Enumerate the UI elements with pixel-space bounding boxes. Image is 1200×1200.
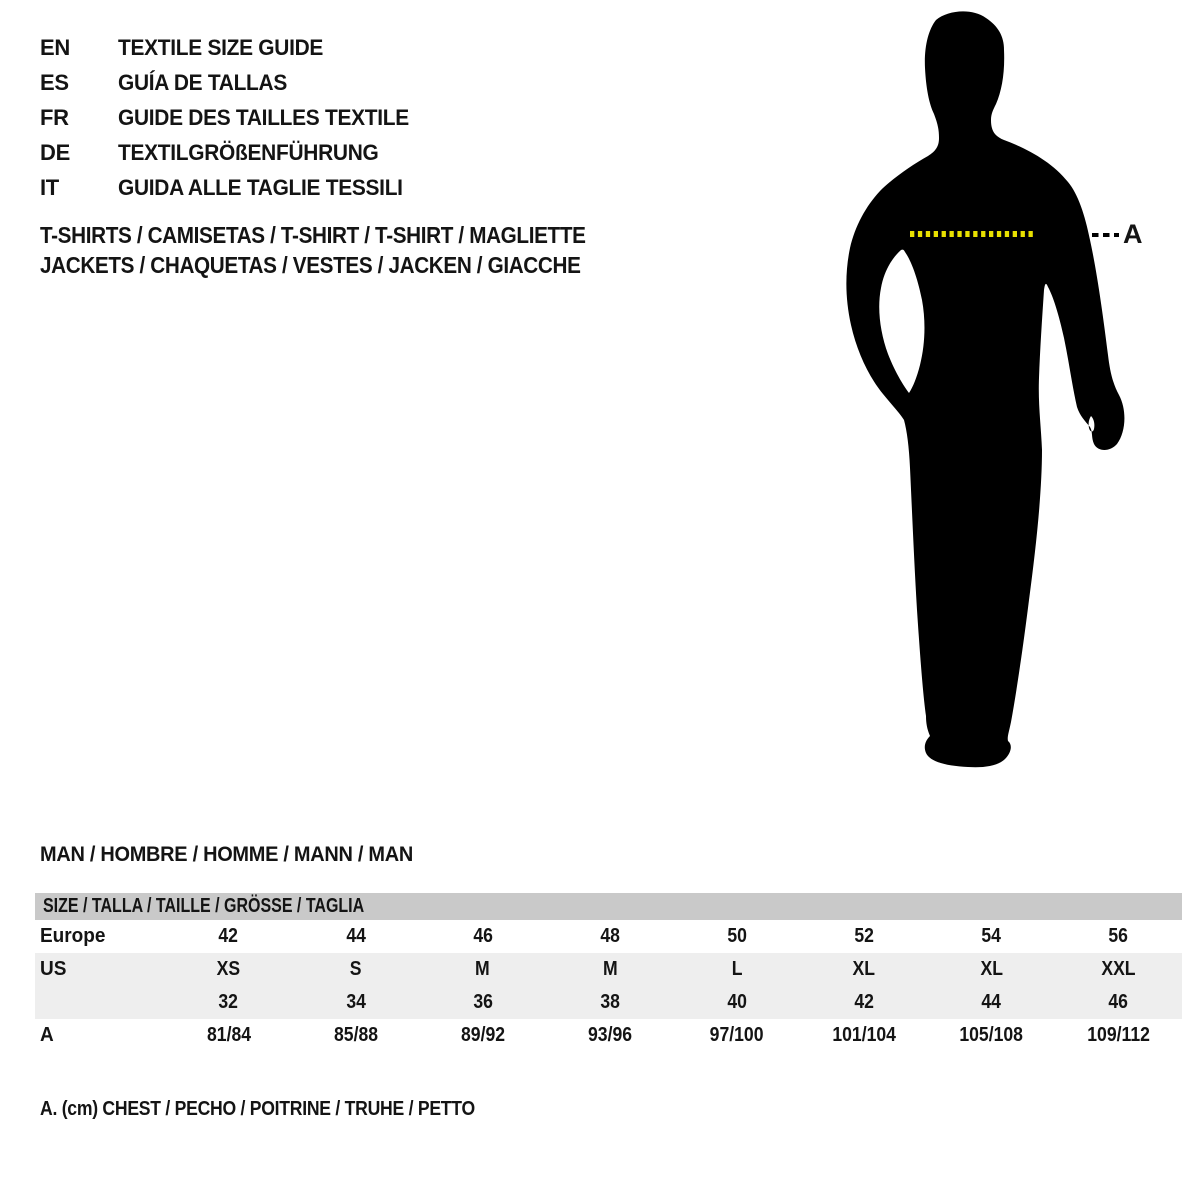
guide-title: GUIDE DES TAILLES TEXTILE	[118, 104, 409, 130]
guide-title: TEXTILGRÖßENFÜHRUNG	[118, 139, 379, 165]
guide-title: GUIDA ALLE TAGLIE TESSILI	[118, 174, 403, 200]
category-line-jackets-text: JACKETS / CHAQUETAS / VESTES / JACKEN / GIACCHE	[40, 252, 581, 278]
language-code: EN	[40, 34, 70, 60]
section-heading	[40, 843, 433, 867]
section-heading-text: MAN / HOMBRE / HOMME / MANN / MAN	[40, 843, 413, 866]
measurement-footnote	[40, 1098, 534, 1121]
size-table-header	[35, 893, 1182, 920]
language-code: DE	[40, 139, 70, 165]
size-table	[35, 893, 1182, 1052]
row-label: A	[40, 1024, 54, 1046]
language-code: FR	[40, 104, 69, 130]
table-row-chest-a: A 81/84 85/88 89/92 93/96 97/100 101/104 105/108 109/112	[35, 1019, 1182, 1052]
measurement-footnote-text: A. (cm) CHEST / PECHO / POITRINE / TRUHE / PETTO	[40, 1098, 475, 1120]
language-code: ES	[40, 69, 69, 95]
row-label	[35, 991, 165, 1014]
size-table-header-text: SIZE / TALLA / TAILLE / GRÖSSE / TAGLIA	[43, 895, 365, 917]
measurement-label-a: A	[1123, 219, 1143, 249]
language-code: IT	[40, 174, 59, 200]
guide-title: TEXTILE SIZE GUIDE	[118, 34, 324, 60]
table-row-us: US XS S M M L XL XL XXL	[35, 953, 1182, 986]
table-row-europe: Europe 42 44 46 48 50 52 54 56	[35, 920, 1182, 953]
row-label: US	[40, 958, 67, 980]
category-line-tshirts-text: T-SHIRTS / CAMISETAS / T-SHIRT / T-SHIRT / MAGLIETTE	[40, 222, 586, 248]
table-row-numeric: 32 34 36 38 40 42 44 46	[35, 986, 1182, 1019]
row-label: Europe	[40, 925, 106, 947]
guide-title: GUÍA DE TALLAS	[118, 69, 288, 95]
